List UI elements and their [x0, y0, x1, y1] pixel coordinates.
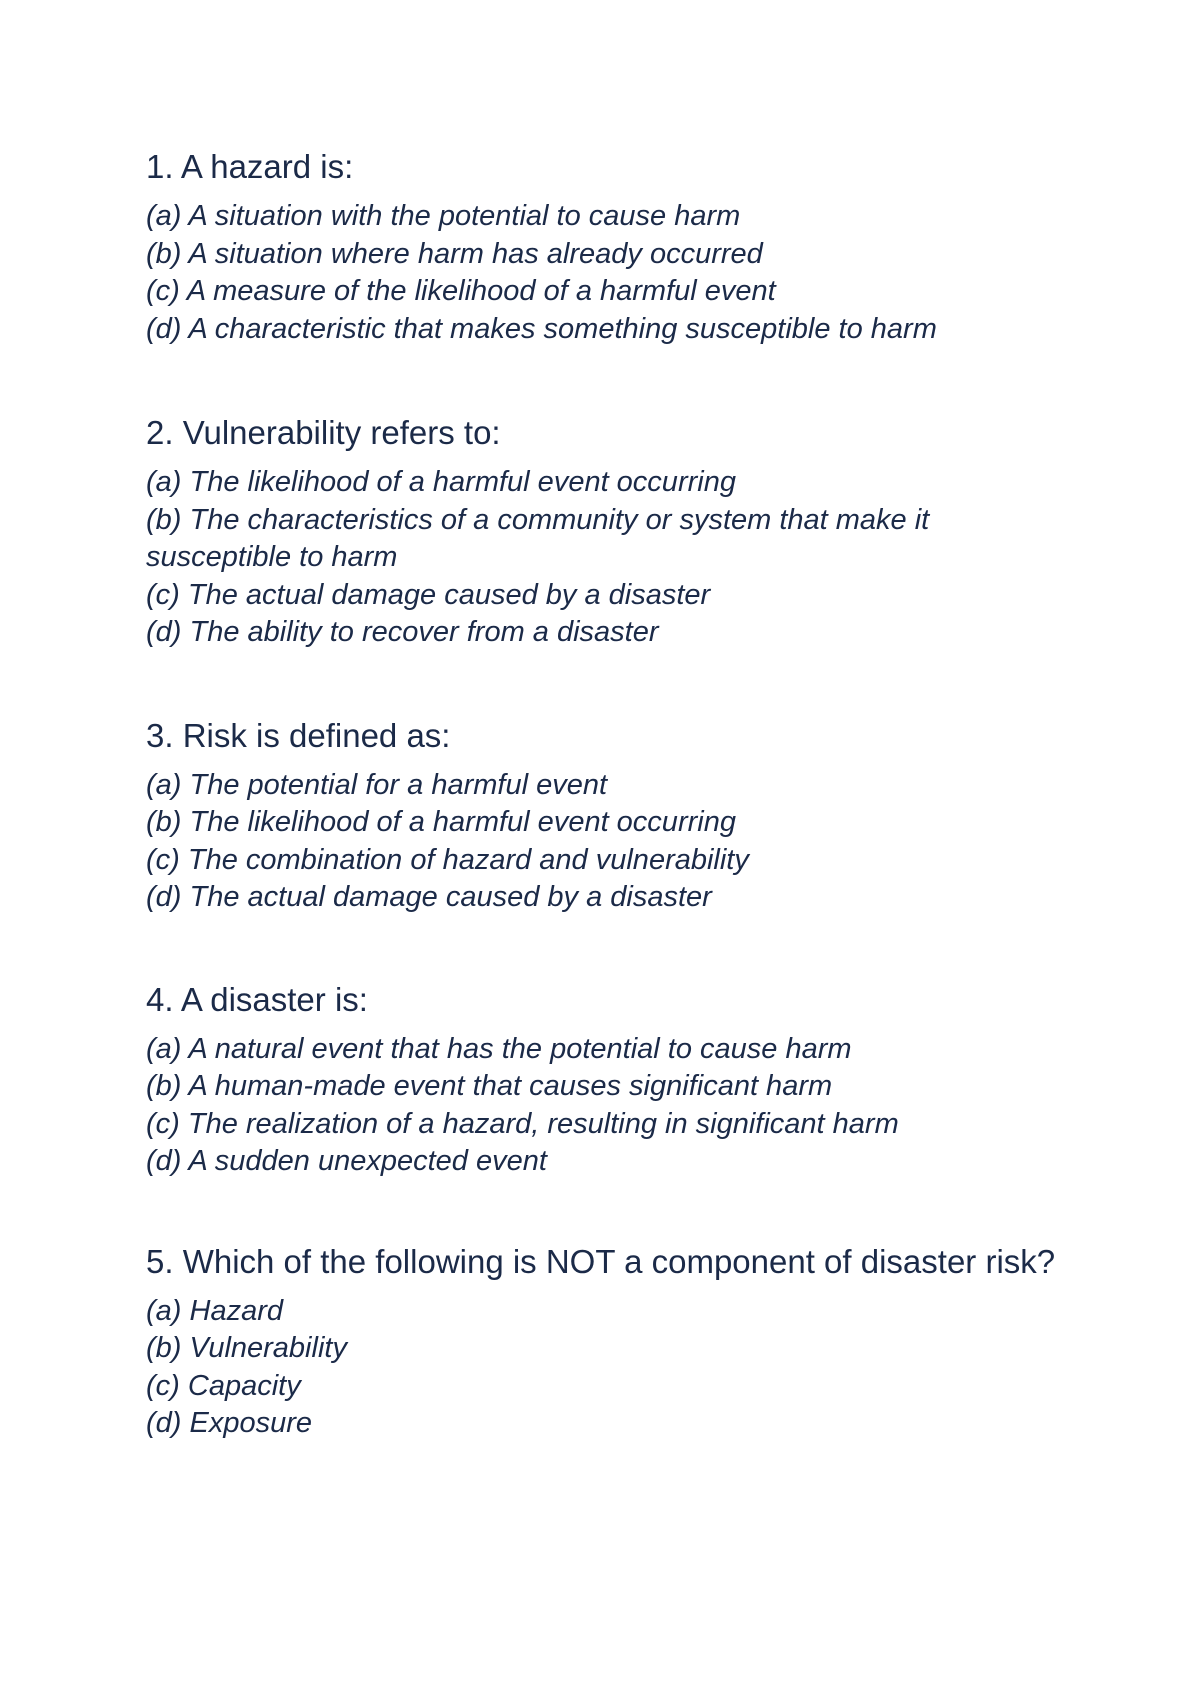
- question-5-option-a: (a) Hazard: [146, 1294, 283, 1327]
- question-spacer: [146, 652, 1076, 715]
- question-1: [146, 146, 1076, 348]
- question-4-option-c: (c) The realization of a hazard, resulting in significant harm: [146, 1107, 899, 1140]
- question-1-option-c: (c) A measure of the likelihood of a harmful event: [146, 275, 776, 307]
- question-2-option-b: (b) The characteristics of a community or system that make it susceptible to harm: [146, 503, 930, 573]
- question-2-options: [146, 464, 1076, 652]
- question-1-option-d: (d) A characteristic that makes something susceptible to harm: [146, 312, 937, 345]
- question-4-option-d: (d) A sudden unexpected event: [146, 1145, 547, 1177]
- question-5: [146, 1241, 1076, 1443]
- question-5-option-b: (b) Vulnerability: [146, 1332, 347, 1364]
- question-2: [146, 412, 1076, 652]
- question-4-option-b: (b) A human-made event that causes significant harm: [146, 1070, 833, 1102]
- quiz-document: [146, 146, 1076, 1443]
- question-2-option-c: (c) The actual damage caused by a disaster: [146, 578, 711, 611]
- question-3-text: 3. Risk is defined as:: [146, 716, 451, 754]
- question-5-option-d: (d) Exposure: [146, 1407, 313, 1439]
- question-3-option-a: (a) The potential for a harmful event: [146, 768, 608, 801]
- question-4-options: [146, 1031, 1076, 1181]
- question-1-text: 1. A hazard is:: [146, 148, 354, 185]
- question-2-option-a: (a) The likelihood of a harmful event occurring: [146, 466, 736, 498]
- question-spacer: [146, 348, 1076, 412]
- question-3-option-d: (d) The actual damage caused by a disaster: [146, 881, 712, 913]
- question-5-options: [146, 1293, 1076, 1443]
- question-5-text: 5. Which of the following is NOT a component of disaster risk?: [146, 1242, 1056, 1280]
- question-5-option-c: (c) Capacity: [146, 1369, 301, 1402]
- question-spacer: [146, 917, 1076, 979]
- question-4: [146, 979, 1076, 1181]
- question-1-option-a: (a) A situation with the potential to cause harm: [146, 200, 741, 232]
- question-2-text: 2. Vulnerability refers to:: [146, 414, 501, 451]
- question-3-option-c: (c) The combination of hazard and vulnerability: [146, 843, 749, 876]
- question-2-option-d: (d) The ability to recover from a disaster: [146, 616, 659, 648]
- question-spacer: [146, 1181, 1076, 1241]
- question-3-option-b: (b) The likelihood of a harmful event occurring: [146, 806, 736, 838]
- question-1-option-b: (b) A situation where harm has already occurred: [146, 237, 763, 270]
- question-1-options: [146, 198, 1076, 348]
- question-3: [146, 715, 1076, 917]
- question-3-options: [146, 767, 1076, 917]
- question-4-option-a: (a) A natural event that has the potential to cause harm: [146, 1032, 852, 1065]
- question-4-text: 4. A disaster is:: [146, 980, 368, 1018]
